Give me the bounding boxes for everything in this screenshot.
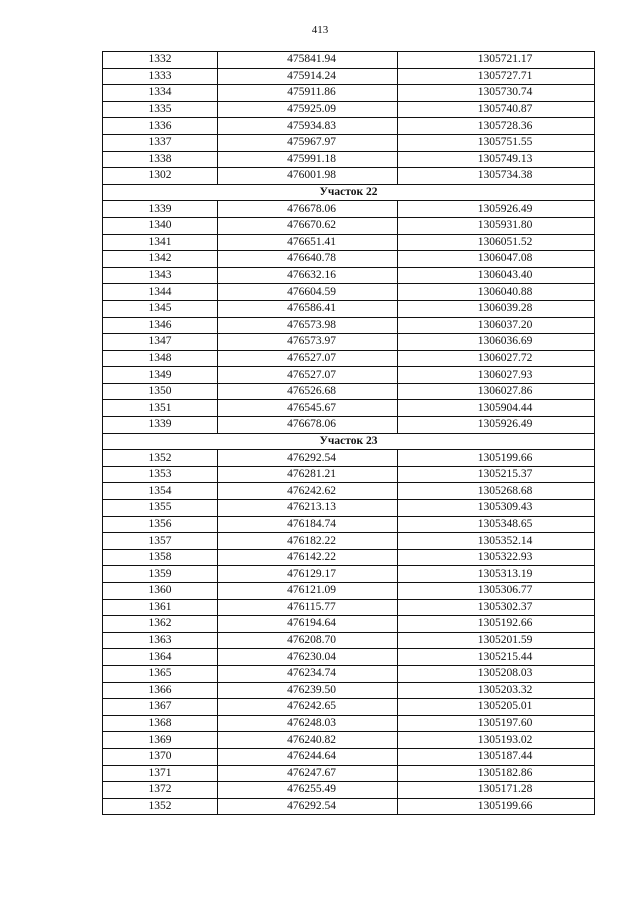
point-number-cell: 1335: [103, 101, 218, 118]
x-coordinate-cell: 476194.64: [218, 616, 398, 633]
x-coordinate-cell: 476121.09: [218, 583, 398, 600]
point-number-cell: 1349: [103, 367, 218, 384]
x-coordinate-cell: 476239.50: [218, 682, 398, 699]
point-number-cell: 1360: [103, 583, 218, 600]
x-coordinate-cell: 476182.22: [218, 533, 398, 550]
x-coordinate-cell: 476184.74: [218, 516, 398, 533]
point-number-cell: 1336: [103, 118, 218, 135]
point-number-cell: 1347: [103, 334, 218, 351]
y-coordinate-cell: 1305926.49: [398, 201, 595, 218]
y-coordinate-cell: 1305734.38: [398, 168, 595, 185]
y-coordinate-cell: 1306039.28: [398, 300, 595, 317]
y-coordinate-cell: 1306027.72: [398, 350, 595, 367]
coordinates-table: [102, 51, 595, 815]
table-row: [103, 500, 595, 517]
point-number-cell: 1368: [103, 715, 218, 732]
x-coordinate-cell: 476573.98: [218, 317, 398, 334]
table-row: [103, 52, 595, 69]
y-coordinate-cell: 1305199.66: [398, 798, 595, 815]
x-coordinate-cell: 476281.21: [218, 466, 398, 483]
table-row: [103, 151, 595, 168]
table-row: [103, 251, 595, 268]
table-row: [103, 134, 595, 151]
point-number-cell: 1345: [103, 300, 218, 317]
table-row: [103, 350, 595, 367]
y-coordinate-cell: 1306036.69: [398, 334, 595, 351]
table-row: [103, 267, 595, 284]
point-number-cell: 1369: [103, 732, 218, 749]
point-number-cell: 1358: [103, 549, 218, 566]
table-row: [103, 101, 595, 118]
section-header-row: [103, 433, 595, 450]
point-number-cell: 1340: [103, 217, 218, 234]
y-coordinate-cell: 1305201.59: [398, 632, 595, 649]
y-coordinate-cell: 1306040.88: [398, 284, 595, 301]
point-number-cell: 1352: [103, 798, 218, 815]
point-number-cell: 1339: [103, 417, 218, 434]
y-coordinate-cell: 1305309.43: [398, 500, 595, 517]
x-coordinate-cell: 475911.86: [218, 85, 398, 102]
x-coordinate-cell: 476651.41: [218, 234, 398, 251]
x-coordinate-cell: 475841.94: [218, 52, 398, 69]
point-number-cell: 1362: [103, 616, 218, 633]
y-coordinate-cell: 1305268.68: [398, 483, 595, 500]
point-number-cell: 1357: [103, 533, 218, 550]
x-coordinate-cell: 476640.78: [218, 251, 398, 268]
x-coordinate-cell: 476527.07: [218, 367, 398, 384]
x-coordinate-cell: 476247.67: [218, 765, 398, 782]
table-row: [103, 284, 595, 301]
x-coordinate-cell: 476240.82: [218, 732, 398, 749]
y-coordinate-cell: 1305322.93: [398, 549, 595, 566]
table-row: [103, 665, 595, 682]
y-coordinate-cell: 1305904.44: [398, 400, 595, 417]
y-coordinate-cell: 1305751.55: [398, 134, 595, 151]
x-coordinate-cell: 476142.22: [218, 549, 398, 566]
point-number-cell: 1371: [103, 765, 218, 782]
x-coordinate-cell: 475934.83: [218, 118, 398, 135]
x-coordinate-cell: 476242.65: [218, 699, 398, 716]
x-coordinate-cell: 476527.07: [218, 350, 398, 367]
table-row: [103, 217, 595, 234]
y-coordinate-cell: 1305931.80: [398, 217, 595, 234]
table-row: [103, 168, 595, 185]
y-coordinate-cell: 1305171.28: [398, 782, 595, 799]
x-coordinate-cell: 476526.68: [218, 383, 398, 400]
point-number-cell: 1352: [103, 450, 218, 467]
table-row: [103, 533, 595, 550]
table-row: [103, 383, 595, 400]
y-coordinate-cell: 1305721.17: [398, 52, 595, 69]
y-coordinate-cell: 1306047.08: [398, 251, 595, 268]
point-number-cell: 1332: [103, 52, 218, 69]
table-row: [103, 616, 595, 633]
y-coordinate-cell: 1305730.74: [398, 85, 595, 102]
table-row: [103, 317, 595, 334]
point-number-cell: 1338: [103, 151, 218, 168]
point-number-cell: 1363: [103, 632, 218, 649]
y-coordinate-cell: 1305313.19: [398, 566, 595, 583]
table-row: [103, 118, 595, 135]
table-row: [103, 516, 595, 533]
y-coordinate-cell: 1305728.36: [398, 118, 595, 135]
table-row: [103, 798, 595, 815]
point-number-cell: 1346: [103, 317, 218, 334]
table-row: [103, 583, 595, 600]
table-row: [103, 234, 595, 251]
table-row: [103, 599, 595, 616]
y-coordinate-cell: 1306043.40: [398, 267, 595, 284]
point-number-cell: 1354: [103, 483, 218, 500]
y-coordinate-cell: 1305926.49: [398, 417, 595, 434]
table-row: [103, 85, 595, 102]
point-number-cell: 1348: [103, 350, 218, 367]
x-coordinate-cell: 475967.97: [218, 134, 398, 151]
point-number-cell: 1333: [103, 68, 218, 85]
y-coordinate-cell: 1305749.13: [398, 151, 595, 168]
table-row: [103, 334, 595, 351]
table-row: [103, 466, 595, 483]
x-coordinate-cell: 475991.18: [218, 151, 398, 168]
y-coordinate-cell: 1305215.44: [398, 649, 595, 666]
point-number-cell: 1370: [103, 748, 218, 765]
y-coordinate-cell: 1305215.37: [398, 466, 595, 483]
y-coordinate-cell: 1305740.87: [398, 101, 595, 118]
point-number-cell: 1342: [103, 251, 218, 268]
point-number-cell: 1343: [103, 267, 218, 284]
x-coordinate-cell: 475925.09: [218, 101, 398, 118]
x-coordinate-cell: 476244.64: [218, 748, 398, 765]
x-coordinate-cell: 476213.13: [218, 500, 398, 517]
point-number-cell: 1361: [103, 599, 218, 616]
point-number-cell: 1351: [103, 400, 218, 417]
table-row: [103, 400, 595, 417]
x-coordinate-cell: 476545.67: [218, 400, 398, 417]
coordinates-table-body: [103, 52, 595, 815]
x-coordinate-cell: 476292.54: [218, 450, 398, 467]
x-coordinate-cell: 476230.04: [218, 649, 398, 666]
x-coordinate-cell: 476604.59: [218, 284, 398, 301]
y-coordinate-cell: 1306027.86: [398, 383, 595, 400]
table-row: [103, 732, 595, 749]
point-number-cell: 1341: [103, 234, 218, 251]
point-number-cell: 1334: [103, 85, 218, 102]
x-coordinate-cell: 476255.49: [218, 782, 398, 799]
point-number-cell: 1337: [103, 134, 218, 151]
point-number-cell: 1356: [103, 516, 218, 533]
section-title: Участок 23: [103, 433, 595, 450]
x-coordinate-cell: 476573.97: [218, 334, 398, 351]
y-coordinate-cell: 1305192.66: [398, 616, 595, 633]
y-coordinate-cell: 1305205.01: [398, 699, 595, 716]
x-coordinate-cell: 476248.03: [218, 715, 398, 732]
y-coordinate-cell: 1305187.44: [398, 748, 595, 765]
x-coordinate-cell: 476586.41: [218, 300, 398, 317]
point-number-cell: 1344: [103, 284, 218, 301]
table-row: [103, 782, 595, 799]
table-row: [103, 483, 595, 500]
table-row: [103, 715, 595, 732]
y-coordinate-cell: 1305302.37: [398, 599, 595, 616]
x-coordinate-cell: 476678.06: [218, 201, 398, 218]
point-number-cell: 1339: [103, 201, 218, 218]
table-row: [103, 201, 595, 218]
x-coordinate-cell: 476670.62: [218, 217, 398, 234]
table-row: [103, 68, 595, 85]
x-coordinate-cell: 476115.77: [218, 599, 398, 616]
x-coordinate-cell: 476001.98: [218, 168, 398, 185]
point-number-cell: 1353: [103, 466, 218, 483]
x-coordinate-cell: 476242.62: [218, 483, 398, 500]
section-title: Участок 22: [103, 184, 595, 201]
table-row: [103, 417, 595, 434]
x-coordinate-cell: 476678.06: [218, 417, 398, 434]
y-coordinate-cell: 1305203.32: [398, 682, 595, 699]
y-coordinate-cell: 1305352.14: [398, 533, 595, 550]
point-number-cell: 1372: [103, 782, 218, 799]
y-coordinate-cell: 1305182.86: [398, 765, 595, 782]
table-row: [103, 632, 595, 649]
y-coordinate-cell: 1305197.60: [398, 715, 595, 732]
x-coordinate-cell: 476632.16: [218, 267, 398, 284]
y-coordinate-cell: 1305727.71: [398, 68, 595, 85]
y-coordinate-cell: 1306037.20: [398, 317, 595, 334]
y-coordinate-cell: 1306027.93: [398, 367, 595, 384]
table-row: [103, 748, 595, 765]
y-coordinate-cell: 1305348.65: [398, 516, 595, 533]
table-row: [103, 649, 595, 666]
y-coordinate-cell: 1305193.02: [398, 732, 595, 749]
table-row: [103, 450, 595, 467]
y-coordinate-cell: 1305208.03: [398, 665, 595, 682]
point-number-cell: 1365: [103, 665, 218, 682]
point-number-cell: 1302: [103, 168, 218, 185]
table-row: [103, 549, 595, 566]
table-row: [103, 367, 595, 384]
point-number-cell: 1367: [103, 699, 218, 716]
point-number-cell: 1366: [103, 682, 218, 699]
point-number-cell: 1350: [103, 383, 218, 400]
y-coordinate-cell: 1305199.66: [398, 450, 595, 467]
section-header-row: [103, 184, 595, 201]
x-coordinate-cell: 476208.70: [218, 632, 398, 649]
point-number-cell: 1355: [103, 500, 218, 517]
table-row: [103, 300, 595, 317]
table-row: [103, 566, 595, 583]
y-coordinate-cell: 1305306.77: [398, 583, 595, 600]
page-number: 413: [311, 24, 329, 36]
x-coordinate-cell: 475914.24: [218, 68, 398, 85]
y-coordinate-cell: 1306051.52: [398, 234, 595, 251]
x-coordinate-cell: 476129.17: [218, 566, 398, 583]
table-row: [103, 699, 595, 716]
point-number-cell: 1364: [103, 649, 218, 666]
table-row: [103, 765, 595, 782]
x-coordinate-cell: 476234.74: [218, 665, 398, 682]
x-coordinate-cell: 476292.54: [218, 798, 398, 815]
table-row: [103, 682, 595, 699]
point-number-cell: 1359: [103, 566, 218, 583]
